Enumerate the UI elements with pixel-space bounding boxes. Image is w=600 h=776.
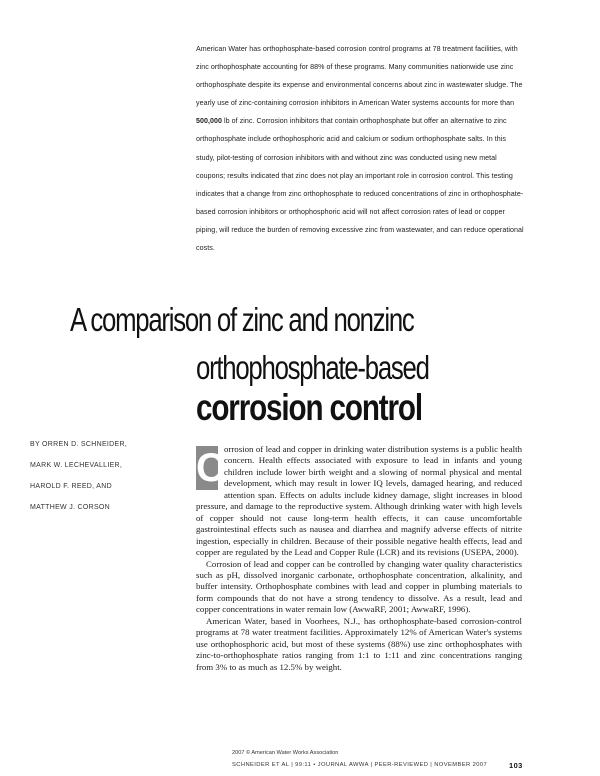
author-line: MARK W. LECHEVALLIER, [30,462,123,469]
title-line-2: orthophosphate-based [196,349,429,386]
body-paragraph-2: Corrosion of lead and copper can be controlled by changing water quality characteristics such as pH, dissolved inorganic carbonate, orthophosphate concentration, alkalinity, and buffer intensity. Orthophosphate combines with lead and copper in plumbing materials to form compounds that do not have a strong tendency to dissolve. As a result, lead and copper concentrations in water remain low (AwwaRF, 2001; AwwaRF, 1996). [196,558,522,615]
running-footer: SCHNEIDER ET AL | 99:11 • JOURNAL AWWA | PEER-REVIEWED | NOVEMBER 2007 [232,762,488,768]
abstract-text-part1: American Water has orthophosphate-based corrosion control programs at 78 treatment facilities, with zinc orthophosphate accounting for 88% of these programs. Many communities nationwide use zinc orthophosphate despite its expense and environmental concerns about zinc in wastewater sludge. The yearly use of zinc-containing corrosion inhibitors in American Water systems accounts for more than [196,45,523,108]
page-number: 103 [509,761,523,770]
abstract-text-part2: lb of zinc. Corrosion inhibitors that contain orthophosphate but offer an alternative to zinc orthophosphate include orthophosphoric acid and calcium or sodium orthophosphate salts. In this study, pilot-testing of corrosion inhibitors with and without zinc was conducted using new metal coupons; results indicated that zinc does not play an important role in corrosion control. This testing indicates that a change from zinc orthophosphate to reduced concentrations of zinc in orthophosphate-based corrosion inhibitors or orthophosphoric acid will not affect corrosion rates of lead or copper piping, will reduce the burden of removing excessive zinc from wastewater, and can reduce operational costs. [196,117,524,253]
copyright-notice: 2007 © American Water Works Association [232,750,339,756]
title-line-1: A comparison of zinc and nonzinc [70,301,414,338]
author-line: BY ORREN D. SCHNEIDER, [30,441,128,448]
article-body [196,444,522,673]
body-paragraph-3: American Water, based in Voorhees, N.J., has orthophosphate-based corrosion-control programs at 78 water treatment facilities. Approximately 12% of American Water's systems use orthophosphoric acid, but most of these systems (88%) use zinc orthophosphates with zinc-to-orthophosphate ratios ranging from 1:1 to 1:11 and zinc concentrations ranging from 3% to as much as 12.5% by weight. [196,615,522,672]
drop-cap: C [196,446,225,490]
author-line: MATTHEW J. CORSON [30,504,111,511]
body-paragraph-1 [196,444,522,559]
abstract-zinc-amount: 500,000 [196,117,222,126]
author-line: HAROLD F. REED, AND [30,483,112,490]
title-line-3: corrosion control [196,387,422,428]
abstract [196,40,526,257]
author-byline [30,434,180,518]
paragraph-text: orrosion of lead and copper in drinking water distribution systems is a public health concern. Health effects associated with exposure to lead in infants and young children include lower birth weight and a slowing of normal physical and mental development, which may result in lower IQ levels, damaged hearing, and reduced attention span. Effects on adults include kidney damage, slight increases in blood pressure, and damage to the reproductive system. Although drinking water with high levels of copper should not cause long-term health effects, it can cause uncomfortable gastrointestinal effects such as nausea and diarrhea and magnify adverse effects of nitrite ingestion, especially in children. Because of their possible negative health effects, lead and copper are regulated by the Lead and Copper Rule (LCR) and its revisions (USEPA, 2000). [196,444,522,558]
